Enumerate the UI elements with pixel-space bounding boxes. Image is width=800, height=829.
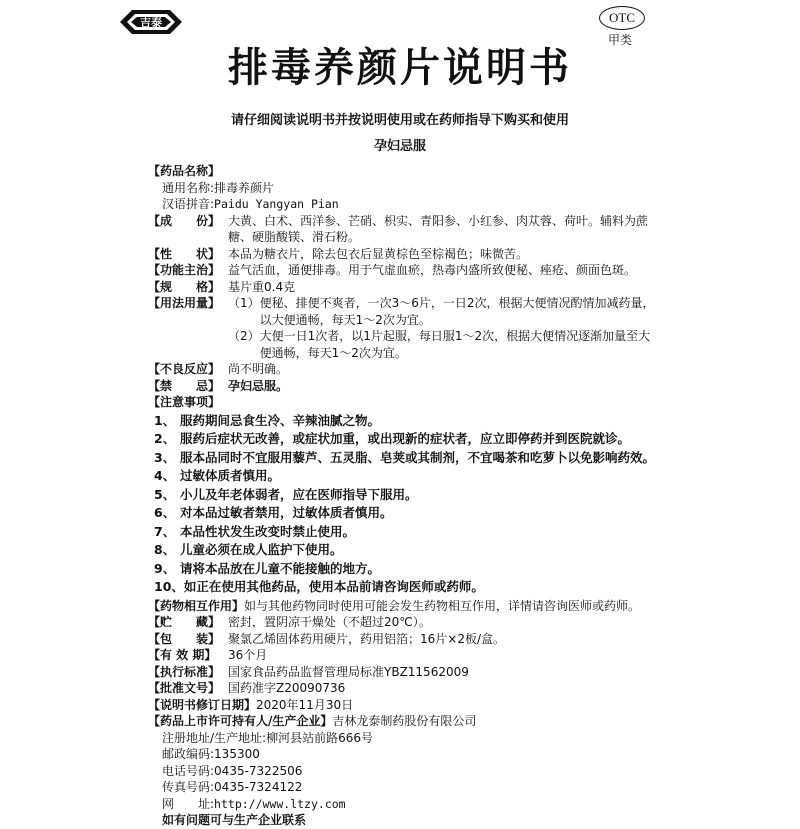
revision-label: 【说明书修订日期】: [148, 697, 257, 712]
precaution-item: [148, 561, 658, 578]
precautions-row: [148, 394, 658, 411]
precaution-number: 3、: [154, 449, 176, 465]
precaution-item: [148, 524, 658, 541]
usage-row-2: [148, 328, 658, 361]
precaution-text: 过敏体质者慎用。: [180, 468, 281, 483]
usage-item-2-text: 大便一日1次者，以1片起服，每日服1～2次，根据大便情况逐渐加量至大便通畅，每天1～2次为宜。: [259, 329, 651, 360]
drug-name-section: [148, 163, 658, 180]
precaution-text: 小儿及年老体弱者，应在医师指导下服用。: [180, 486, 418, 502]
precaution-text: 服药后症状无改善，或症状加重，或出现新的症状者，应立即停药并到医院就诊。: [180, 431, 631, 446]
interaction-label: 【药物相互作用】: [148, 598, 245, 613]
storage-label: 【贮 藏】: [148, 615, 221, 629]
ingredients-value: 大黄、白术、西洋参、芒硝、枳实、青阳参、小红参、肉苁蓉、荷叶。辅料为蔗糖、硬脂酸镁、滑石粉。: [228, 213, 649, 244]
precaution-item: [148, 413, 658, 430]
package-label: 【包 装】: [148, 631, 221, 646]
precaution-number: 8、: [154, 542, 176, 557]
usage-spacer: [148, 328, 228, 361]
precautions-list: [148, 413, 658, 596]
phone-value: 0435-7322506: [214, 763, 303, 778]
precaution-number: 1、: [154, 412, 176, 428]
logo-text: 吉泰: [140, 16, 162, 29]
usage-item-2-num: （2）: [228, 329, 260, 343]
package-value: 聚氯乙烯固体药用硬片，药用铝箔；16片×2板/盒。: [228, 631, 506, 646]
precaution-text: 服药期间忌食生冷、辛辣油腻之物。: [180, 412, 381, 428]
precaution-number: 4、: [154, 468, 176, 483]
precaution-text: 请将本品放在儿童不能接触的地方。: [180, 560, 381, 576]
spec-label: 【规 格】: [148, 279, 221, 294]
precaution-item: [148, 542, 658, 559]
subtitle-instruction: 请仔细阅读说明书并按说明使用或在药师指导下购买和使用: [230, 113, 569, 128]
fax-value: 0435-7324122: [214, 780, 303, 794]
postcode-value: 135300: [214, 747, 260, 761]
page-title: 排毒养颜片说明书: [228, 45, 572, 91]
contact-note: 如有问题可与生产企业联系: [162, 813, 307, 827]
leaflet-content: [148, 163, 658, 829]
precaution-text: 对本品过敏者禁用，过敏体质者慎用。: [180, 505, 393, 520]
precaution-number: 2、: [154, 431, 176, 446]
approval-value: 国药准字Z20090736: [228, 681, 346, 695]
standard-row: [148, 664, 658, 681]
website-row: [148, 796, 658, 813]
usage-item-1-num: （1）: [228, 296, 260, 310]
precaution-text: 本品性状发生改变时禁止使用。: [180, 523, 356, 539]
usage-item-2: [228, 328, 658, 361]
indication-row: [148, 262, 658, 279]
precaution-item: [148, 505, 658, 522]
package-row: [148, 631, 658, 648]
precaution-number: 6、: [154, 505, 176, 520]
interaction-value: 如与其他药物同时使用可能会发生药物相互作用，详情请咨询医师或药师。: [244, 598, 641, 613]
precaution-text: 儿童必须在成人监护下使用。: [180, 542, 343, 557]
precaution-text: 如正在使用其他药品，使用本品前请咨询医师或药师。: [183, 579, 484, 594]
precaution-text: 服本品同时不宜服用藜芦、五灵脂、皂荚或其制剂，不宜喝茶和吃萝卜以免影响药效。: [180, 449, 656, 465]
postcode-label: 邮政编码:: [162, 747, 215, 761]
address-label: 注册地址/生产地址:: [162, 730, 267, 745]
pinyin-row: [148, 196, 658, 213]
pinyin-label: 汉语拼音:: [162, 197, 215, 211]
adverse-value: 尚不明确。: [228, 362, 289, 376]
drug-name-label: 【药品名称】: [148, 164, 221, 178]
standard-label: 【执行标准】: [148, 664, 221, 679]
character-label: 【性 状】: [148, 246, 221, 261]
generic-name-row: [148, 180, 658, 197]
usage-list-2: [228, 328, 658, 361]
contra-row: [148, 378, 658, 395]
precaution-item: [148, 487, 658, 504]
address-value: 柳河县站前路666号: [266, 730, 373, 745]
precaution-number: 10、: [154, 579, 184, 594]
usage-row: [148, 295, 658, 328]
spec-row: [148, 279, 658, 296]
precaution-item: [148, 450, 658, 467]
revision-value: 2020年11月30日: [256, 697, 354, 712]
approval-row: [148, 680, 658, 697]
website-label: 网 址:: [162, 796, 215, 811]
fax-row: [148, 779, 658, 796]
ingredients-label: 【成 份】: [148, 213, 221, 228]
ingredients-row: [148, 213, 658, 246]
holder-row: [148, 713, 658, 730]
website-value: http://www.ltzy.com: [214, 796, 346, 811]
adverse-row: [148, 361, 658, 378]
precaution-item: [148, 579, 658, 596]
usage-item-1: [228, 295, 658, 328]
precaution-item: [148, 468, 658, 485]
precaution-number: 7、: [154, 523, 176, 539]
usage-item-1-text: 便秘、排便不爽者，一次3～6片，一日2次，根据大便情况酌情加减药量，以大便通畅，每天1～2次为宜。: [259, 296, 655, 327]
otc-badge: OTC: [599, 6, 645, 30]
approval-label: 【批准文号】: [148, 681, 221, 695]
revision-row: [148, 697, 658, 714]
storage-row: [148, 614, 658, 631]
adverse-label: 【不良反应】: [148, 362, 221, 376]
otc-class-label: 甲类: [608, 33, 633, 47]
precaution-number: 9、: [154, 560, 176, 576]
interaction-row: [148, 598, 658, 615]
validity-label: 【有 效 期】: [148, 648, 217, 662]
validity-value: 36个月: [228, 648, 268, 662]
brand-logo-icon: [118, 8, 184, 36]
address-row: [148, 730, 658, 747]
spec-value: 基片重0.4克: [228, 279, 296, 294]
holder-label: 【药品上市许可持有人/生产企业】: [148, 714, 333, 728]
contra-label: 【禁 忌】: [148, 378, 221, 393]
postcode-row: [148, 746, 658, 763]
storage-value: 密封，置阴凉干燥处（不超过20℃）。: [228, 615, 431, 629]
usage-list: [228, 295, 658, 328]
precautions-label: 【注意事项】: [148, 395, 221, 409]
character-row: [148, 246, 658, 263]
precaution-item: [148, 431, 658, 448]
generic-name-value: 排毒养颜片: [214, 180, 275, 195]
validity-row: [148, 647, 658, 664]
fax-label: 传真号码:: [162, 780, 215, 794]
precaution-number: 5、: [154, 486, 176, 502]
standard-value: 国家食品药品监督管理局标准YBZ11562009: [228, 664, 469, 679]
character-value: 本品为糖衣片，除去包衣后显黄棕色至棕褐色；味微苦。: [228, 246, 529, 261]
pinyin-value: Paidu Yangyan Pian: [214, 197, 339, 211]
pregnancy-warning: 孕妇忌服: [373, 139, 426, 154]
contra-value: 孕妇忌服。: [228, 378, 289, 393]
usage-label: 【用法用量】: [148, 296, 221, 310]
phone-row: [148, 763, 658, 780]
generic-name-label: 通用名称:: [162, 180, 215, 195]
indication-label: 【功能主治】: [148, 263, 221, 277]
indication-value: 益气活血，通便排毒。用于气虚血瘀，热毒内盛所致便秘、痤疮、颜面色斑。: [228, 263, 637, 277]
holder-value: 吉林龙泰制药股份有限公司: [332, 714, 477, 728]
phone-label: 电话号码:: [162, 763, 215, 778]
contact-note-row: [148, 812, 658, 829]
